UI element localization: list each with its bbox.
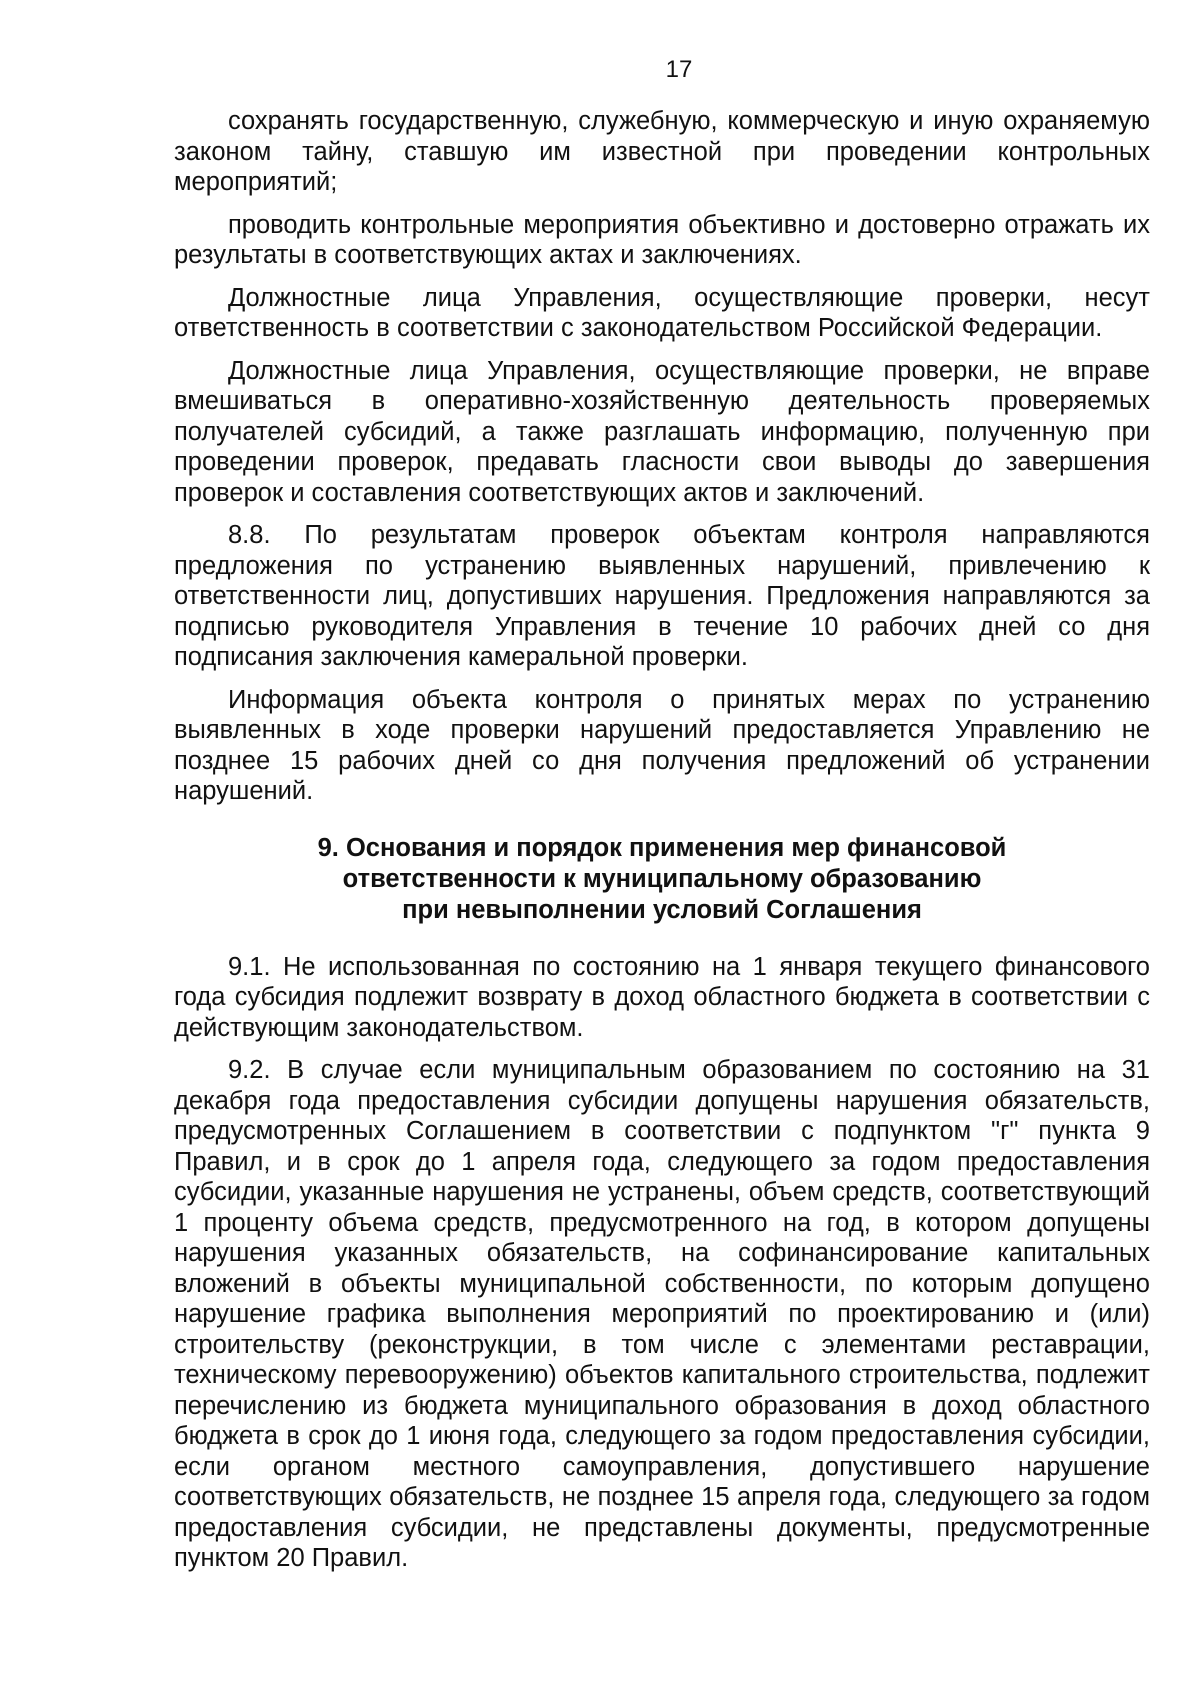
section-9-heading-line-1: 9. Основания и порядок применения мер финансовой — [317, 833, 1007, 862]
paragraph-9-2: 9.2. В случае если муниципальным образованием по состоянию на 31 декабря года предоставления субсидии допущены нарушения обязательств, предусмотренных Соглашением в соответствии с подпунктом "г" пункта 9 Правил, и в срок до 1 апреля года, следующего за годом предоставления субсидии, указанные нарушения не устранены, объем средств, соответствующий 1 проценту объема средств, предусмотренного на год, в котором допущены нарушения указанных обязательств, на софинансирование капитальных вложений в объекты муниципальной собственности, по которым допущено нарушение графика выполнения мероприятий по проектированию и (или) строительству (реконструкции, в том числе с элементами реставрации, техническому перевооружению) объектов капитального строительства, подлежит перечислению из бюджета муниципального образования в доход областного бюджета в срок до 1 июня года, следующего за годом предоставления субсидии, если органом местного самоуправления, допустившего нарушение соответствующих обязательств, не позднее 15 апреля года, следующего за годом предоставления субсидии, не представлены документы, предусмотренные пунктом 20 Правил. — [174, 1056, 1150, 1572]
document-page — [174, 52, 1150, 1586]
section-9-heading-line-3: при невыполнении условий Соглашения — [402, 895, 922, 924]
paragraph-9-1: 9.1. Не использованная по состоянию на 1 января текущего финансового года субсидия подлежит возврату в доход областного бюджета в соответствии с действующим законодательством. — [174, 952, 1150, 1042]
paragraph-objectivity: проводить контрольные мероприятия объективно и достоверно отражать их результаты в соответствующих актах и заключениях. — [174, 210, 1150, 269]
page-number: 17 — [665, 56, 693, 83]
section-9-heading-line-2: ответственности к муниципальному образованию — [342, 864, 982, 893]
paragraph-8-8: 8.8. По результатам проверок объектам контроля направляются предложения по устранению выявленных нарушений, привлечению к ответственности лиц, допустивших нарушения. Предложения направляются за подписью руководителя Управления в течение 10 рабочих дней со дня подписания заключения камеральной проверки. — [174, 521, 1150, 671]
paragraph-non-interference: Должностные лица Управления, осуществляющие проверки, не вправе вмешиваться в оперативно-хозяйственную деятельность проверяемых получателей субсидий, а также разглашать информацию, полученную при проведении проверок, предавать гласности свои выводы до завершения проверок и составления соответствующих актов и заключений. — [174, 356, 1150, 507]
section-9-heading — [174, 833, 1150, 926]
paragraph-control-information: Информация объекта контроля о принятых мерах по устранению выявленных в ходе проверки нарушений предоставляется Управлению не позднее 15 рабочих дней со дня получения предложений об устранении нарушений. — [174, 685, 1150, 805]
paragraph-confidentiality: сохранять государственную, служебную, коммерческую и иную охраняемую законом тайну, ставшую им известной при проведении контрольных мероприятий; — [174, 107, 1150, 196]
paragraph-responsibility: Должностные лица Управления, осуществляющие проверки, несут ответственность в соответствии с законодательством Российской Федерации. — [174, 283, 1150, 342]
